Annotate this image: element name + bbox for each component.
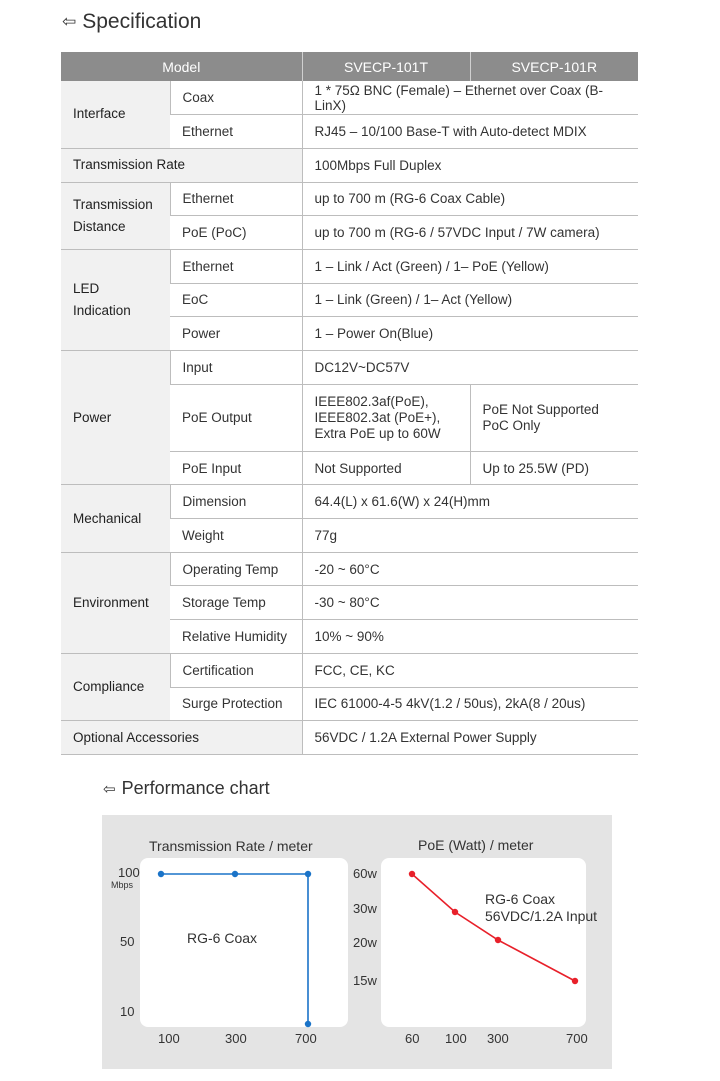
back-arrow-icon: ⇦ [103, 779, 116, 798]
chart1-yunit: Mbps [111, 880, 134, 890]
group-mechanical: Mechanical [61, 485, 170, 552]
chart2-data-point [495, 937, 501, 943]
row-label-dimension: Dimension [170, 485, 302, 519]
row-value-led-power: 1 – Power On(Blue) [302, 317, 638, 351]
table-header-row [61, 52, 638, 81]
chart1-series-line [161, 874, 308, 1024]
row-label-power-input: Input [170, 351, 302, 385]
row-label-coax: Coax [170, 81, 302, 115]
row-value-transmission-rate: 100Mbps Full Duplex [302, 148, 638, 182]
chart2-annotation: RG-6 Coax 56VDC/1.2A Input [485, 891, 598, 924]
group-environment: Environment [61, 552, 170, 653]
row-value-coax: 1 * 75Ω BNC (Female) – Ethernet over Coax (B-LinX) [302, 81, 638, 115]
row-value-storage-temp: -30 ~ 80°C [302, 586, 638, 620]
table-row [61, 653, 638, 687]
row-value-poe-input-t: Not Supported [302, 451, 470, 485]
row-value-poe-output-r: PoE Not Supported PoC Only [470, 384, 638, 451]
row-value-operating-temp: -20 ~ 60°C [302, 552, 638, 586]
row-value-led-ethernet: 1 – Link / Act (Green) / 1– PoE (Yellow) [302, 249, 638, 283]
header-model: Model [61, 52, 302, 81]
row-label-led-eoc: EoC [170, 283, 302, 317]
row-value-poe-output-t: IEEE802.3af(PoE), IEEE802.3at (PoE+), Extra PoE up to 60W [302, 384, 470, 451]
row-label-weight: Weight [170, 519, 302, 553]
chart1-ytick: 50 [120, 934, 135, 949]
table-row [61, 148, 638, 182]
performance-title: Performance chart [121, 778, 270, 798]
row-label-led-power: Power [170, 317, 302, 351]
chart2-xtick: 300 [487, 1031, 509, 1046]
chart2-xtick: 700 [566, 1031, 588, 1046]
row-label-storage-temp: Storage Temp [170, 586, 302, 620]
header-svecp-101t: SVECP-101T [302, 52, 470, 81]
chart1-ytick: 10 [120, 1004, 135, 1019]
table-row [61, 249, 638, 283]
chart1-xtick: 700 [295, 1031, 317, 1046]
group-power: Power [61, 351, 170, 485]
row-value-dimension: 64.4(L) x 61.6(W) x 24(H)mm [302, 485, 638, 519]
chart2-data-point [452, 909, 458, 915]
group-transmission-distance: Transmission Distance [61, 182, 170, 249]
group-interface: Interface [61, 81, 170, 148]
row-value-power-input: DC12V~DC57V [302, 351, 638, 385]
chart-marks-layer [102, 815, 612, 1069]
chart1-xtick: 100 [158, 1031, 180, 1046]
chart2-data-point [572, 978, 578, 984]
row-value-ethernet: RJ45 – 10/100 Base-T with Auto-detect MDIX [302, 115, 638, 149]
row-value-poe-input-r: Up to 25.5W (PD) [470, 451, 638, 485]
row-label-ethernet: Ethernet [170, 115, 302, 149]
row-label-poe-output: PoE Output [170, 384, 302, 451]
row-label-humidity: Relative Humidity [170, 620, 302, 654]
chart2-title: PoE (Watt) / meter [418, 837, 534, 853]
table-row [61, 351, 638, 385]
chart2-ytick: 60w [353, 866, 377, 881]
chart2-xtick: 60 [405, 1031, 420, 1046]
row-value-surge: IEC 61000-4-5 4kV(1.2 / 50us), 2kA(8 / 20us) [302, 687, 638, 721]
row-label-led-ethernet: Ethernet [170, 249, 302, 283]
chart1-data-point [232, 871, 238, 877]
row-value-certification: FCC, CE, KC [302, 653, 638, 687]
back-arrow-icon: ⇦ [62, 12, 77, 32]
row-label-distance-poe: PoE (PoC) [170, 216, 302, 250]
chart1-data-point [158, 871, 164, 877]
row-value-led-eoc: 1 – Link (Green) / 1– Act (Yellow) [302, 283, 638, 317]
row-label-poe-input: PoE Input [170, 451, 302, 485]
chart1-data-point [305, 1021, 311, 1027]
performance-heading [103, 778, 270, 799]
chart2-ytick: 20w [353, 935, 377, 950]
row-value-distance-ethernet: up to 700 m (RG-6 Coax Cable) [302, 182, 638, 216]
row-value-accessories: 56VDC / 1.2A External Power Supply [302, 721, 638, 755]
group-led-indication: LED Indication [61, 249, 170, 350]
chart2-ytick: 30w [353, 901, 377, 916]
table-row [61, 182, 638, 216]
group-compliance: Compliance [61, 653, 170, 720]
chart1-ytick: 100 [118, 865, 140, 880]
row-value-humidity: 10% ~ 90% [302, 620, 638, 654]
table-row [61, 721, 638, 755]
row-value-distance-poe: up to 700 m (RG-6 / 57VDC Input / 7W camera) [302, 216, 638, 250]
row-label-surge: Surge Protection [170, 687, 302, 721]
chart1-data-point [305, 871, 311, 877]
specification-title: Specification [82, 10, 202, 33]
row-value-weight: 77g [302, 519, 638, 553]
chart2-xtick: 100 [445, 1031, 467, 1046]
row-label-certification: Certification [170, 653, 302, 687]
specification-table [61, 52, 638, 755]
table-row [61, 485, 638, 519]
table-row [61, 81, 638, 115]
chart1-xtick: 300 [225, 1031, 247, 1046]
specification-heading [62, 10, 201, 34]
chart1-title: Transmission Rate / meter [149, 838, 313, 854]
header-svecp-101r: SVECP-101R [470, 52, 638, 81]
chart2-data-point [409, 871, 415, 877]
chart2-ytick: 15w [353, 973, 377, 988]
group-optional-accessories: Optional Accessories [61, 721, 302, 755]
chart2-series-line [412, 874, 575, 981]
row-label-distance-ethernet: Ethernet [170, 182, 302, 216]
group-transmission-rate: Transmission Rate [61, 148, 302, 182]
table-row [61, 552, 638, 586]
row-label-operating-temp: Operating Temp [170, 552, 302, 586]
performance-chart-panel [102, 815, 612, 1069]
chart1-annotation: RG-6 Coax [187, 930, 258, 946]
